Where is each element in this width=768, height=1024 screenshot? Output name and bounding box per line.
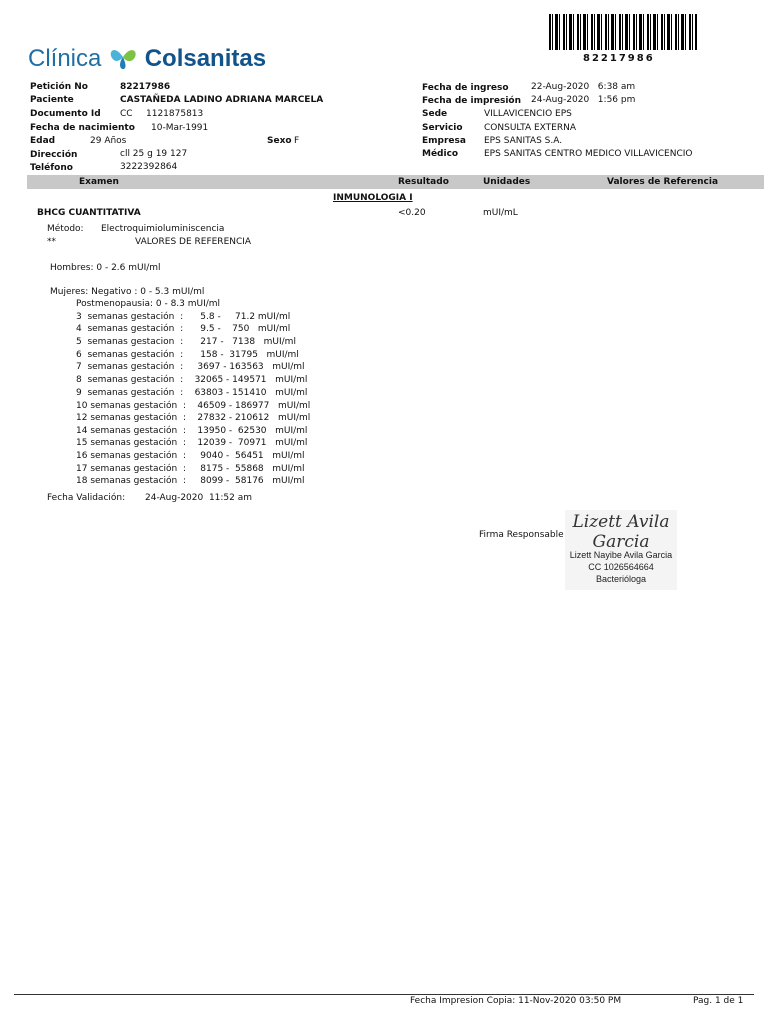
direccion-label: Dirección [30, 150, 78, 160]
header-examen: Examen [79, 177, 119, 187]
signature-script: Lizett Avila Garcia [572, 512, 670, 552]
header-unidades: Unidades [483, 177, 531, 187]
barcode-number: 82217986 [583, 53, 655, 64]
header-valores: Valores de Referencia [607, 177, 719, 187]
gestation-line: 4 semanas gestación : 9.5 - 750 mUI/ml [76, 324, 291, 334]
ref-mujeres: Mujeres: Negativo : 0 - 5.3 mUI/ml [50, 287, 205, 297]
nacimiento-value: 10-Mar-1991 [151, 123, 209, 133]
sexo-value: F [294, 136, 300, 146]
barcode [549, 14, 697, 50]
ingreso-value: 22-Aug-2020 6:38 am [531, 82, 636, 92]
gestation-line: 18 semanas gestación : 8099 - 58176 mUI/ml [76, 476, 305, 486]
gestation-line: 5 semanas gestacion : 217 - 7138 mUI/ml [76, 337, 296, 347]
paciente-value: CASTAÑEDA LADINO ADRIANA MARCELA [120, 95, 324, 105]
gestation-line: 17 semanas gestación : 8175 - 55868 mUI/ml [76, 464, 305, 474]
header-resultado: Resultado [398, 177, 449, 187]
footer-page: Pag. 1 de 1 [693, 996, 744, 1006]
edad-label: Edad [30, 136, 56, 146]
signature-name: Lizett Nayibe Avila Garcia [569, 550, 673, 560]
nacimiento-label: Fecha de nacimiento [30, 123, 135, 133]
exam-name: BHCG CUANTITATIVA [37, 208, 141, 218]
documento-type: CC [120, 109, 133, 119]
documento-value: 1121875813 [146, 109, 204, 119]
gestation-line: 12 semanas gestación : 27832 - 210612 mUI/ml [76, 413, 311, 423]
peticion-value: 82217986 [120, 82, 171, 92]
ref-title: VALORES DE REFERENCIA [135, 237, 252, 247]
gestation-line: 10 semanas gestación : 46509 - 186977 mUI/ml [76, 401, 311, 411]
impresion-label: Fecha de impresión [422, 96, 521, 106]
logo-text-light: Clínica [28, 45, 102, 72]
sede-label: Sede [422, 109, 448, 119]
telefono-value: 3222392864 [120, 162, 178, 172]
footer-copy-date: Fecha Impresion Copia: 11-Nov-2020 03:50 PM [410, 996, 622, 1006]
ingreso-label: Fecha de ingreso [422, 83, 509, 93]
signature-image [565, 510, 677, 590]
butterfly-icon [108, 42, 138, 72]
ref-marker: ** [47, 237, 56, 247]
telefono-label: Teléfono [30, 163, 73, 173]
signature-cc: CC 1026564664 [588, 562, 654, 572]
logo-text-bold: Colsanitas [144, 45, 267, 72]
section-title: INMUNOLOGIA I [333, 193, 413, 203]
validacion-label: Fecha Validación: [47, 493, 126, 503]
sexo-label: Sexo [267, 136, 292, 146]
peticion-label: Petición No [30, 82, 88, 92]
impresion-value: 24-Aug-2020 1:56 pm [531, 95, 636, 105]
firma-label: Firma Responsable [479, 530, 564, 540]
documento-label: Documento Id [30, 109, 101, 119]
clinic-logo [28, 36, 266, 73]
sede-value: VILLAVICENCIO EPS [484, 109, 572, 119]
gestation-line: 7 semanas gestación : 3697 - 163563 mUI/ml [76, 362, 305, 372]
edad-value: 29 Años [90, 136, 127, 146]
gestation-line: 6 semanas gestación : 158 - 31795 mUI/ml [76, 350, 299, 360]
metodo-value: Electroquimioluminiscencia [101, 224, 225, 234]
medico-label: Médico [422, 149, 459, 159]
servicio-value: CONSULTA EXTERNA [484, 123, 577, 133]
ref-hombres: Hombres: 0 - 2.6 mUI/ml [50, 263, 161, 273]
exam-result: <0.20 [398, 208, 426, 218]
medico-value: EPS SANITAS CENTRO MEDICO VILLAVICENCIO [484, 149, 693, 159]
direccion-value: cll 25 g 19 127 [120, 149, 188, 159]
metodo-label: Método: [47, 224, 84, 234]
gestation-line: 9 semanas gestación : 63803 - 151410 mUI/ml [76, 388, 308, 398]
gestation-line: 14 semanas gestación : 13950 - 62530 mUI/ml [76, 426, 308, 436]
gestation-line: 16 semanas gestación : 9040 - 56451 mUI/ml [76, 451, 305, 461]
footer-divider [14, 994, 754, 995]
gestation-line: 15 semanas gestación : 12039 - 70971 mUI/ml [76, 438, 308, 448]
empresa-label: Empresa [422, 136, 466, 146]
paciente-label: Paciente [30, 95, 74, 105]
validacion-value: 24-Aug-2020 11:52 am [145, 493, 253, 503]
exam-units: mUI/mL [483, 208, 518, 218]
ref-postmenopausia: Postmenopausia: 0 - 8.3 mUI/ml [76, 299, 221, 309]
gestation-line: 3 semanas gestación : 5.8 - 71.2 mUI/ml [76, 312, 291, 322]
empresa-value: EPS SANITAS S.A. [484, 136, 563, 146]
servicio-label: Servicio [422, 123, 463, 133]
signature-title: Bacterióloga [595, 574, 647, 584]
gestation-line: 8 semanas gestación : 32065 - 149571 mUI/ml [76, 375, 308, 385]
